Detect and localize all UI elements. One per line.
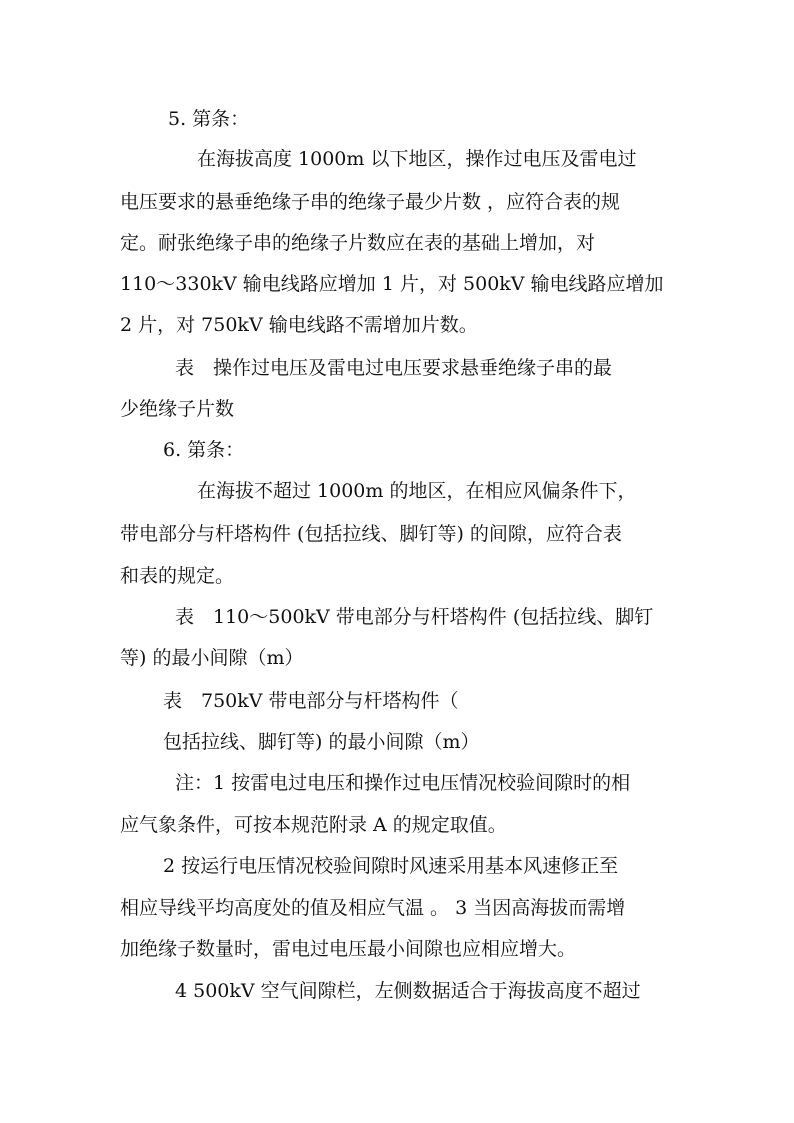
table-caption: 表 750kV 带电部分与杆塔构件（ (163, 690, 459, 712)
table-caption: 表 操作过电压及雷电过电压要求悬垂绝缘子串的最 (175, 357, 613, 379)
paragraph-line: 带电部分与杆塔构件 (包括拉线、脚钉等) 的间隙，应符合表 (120, 523, 622, 545)
section-6-heading: 6. 第条： (163, 439, 245, 461)
note-line: 应气象条件，可按本规范附录 A 的规定取值。 (120, 814, 507, 836)
note-line: 相应导线平均高度处的值及相应气温 。 3 当因高海拔而需增 (120, 897, 626, 919)
paragraph-line: 在海拔高度 1000m 以下地区，操作过电压及雷电过 (197, 148, 637, 170)
paragraph-line: 和表的规定。 (120, 565, 235, 587)
table-caption: 等) 的最小间隙（m） (120, 647, 304, 669)
table-caption: 包括拉线、脚钉等) 的最小间隙（m） (163, 731, 480, 753)
paragraph-line: 定。耐张绝缘子串的绝缘子片数应在表的基础上增加，对 (120, 232, 596, 254)
table-caption: 少绝缘子片数 (120, 398, 235, 420)
note-line: 4 500kV 空气间隙栏，左侧数据适合于海拔高度不超过 (175, 980, 641, 1002)
paragraph-line: 在海拔不超过 1000m 的地区，在相应风偏条件下， (197, 480, 637, 502)
paragraph-line: 电压要求的悬垂绝缘子串的绝缘子最少片数 ，应符合表的规 (120, 191, 621, 213)
note-line: 注：1 按雷电过电压和操作过电压情况校验间隙时的相 (175, 772, 631, 794)
paragraph-line: 110～330kV 输电线路应增加 1 片，对 500kV 输电线路应增加 (120, 273, 664, 295)
table-caption: 表 110～500kV 带电部分与杆塔构件 (包括拉线、脚钉 (175, 606, 654, 628)
note-line: 加绝缘子数量时，雷电过电压最小间隙也应相应增大。 (120, 938, 577, 960)
note-line: 2 按运行电压情况校验间隙时风速采用基本风速修正至 (163, 855, 619, 877)
section-5-heading: 5. 第条： (168, 108, 250, 130)
paragraph-line: 2 片，对 750kV 输电线路不需增加片数。 (120, 314, 478, 336)
